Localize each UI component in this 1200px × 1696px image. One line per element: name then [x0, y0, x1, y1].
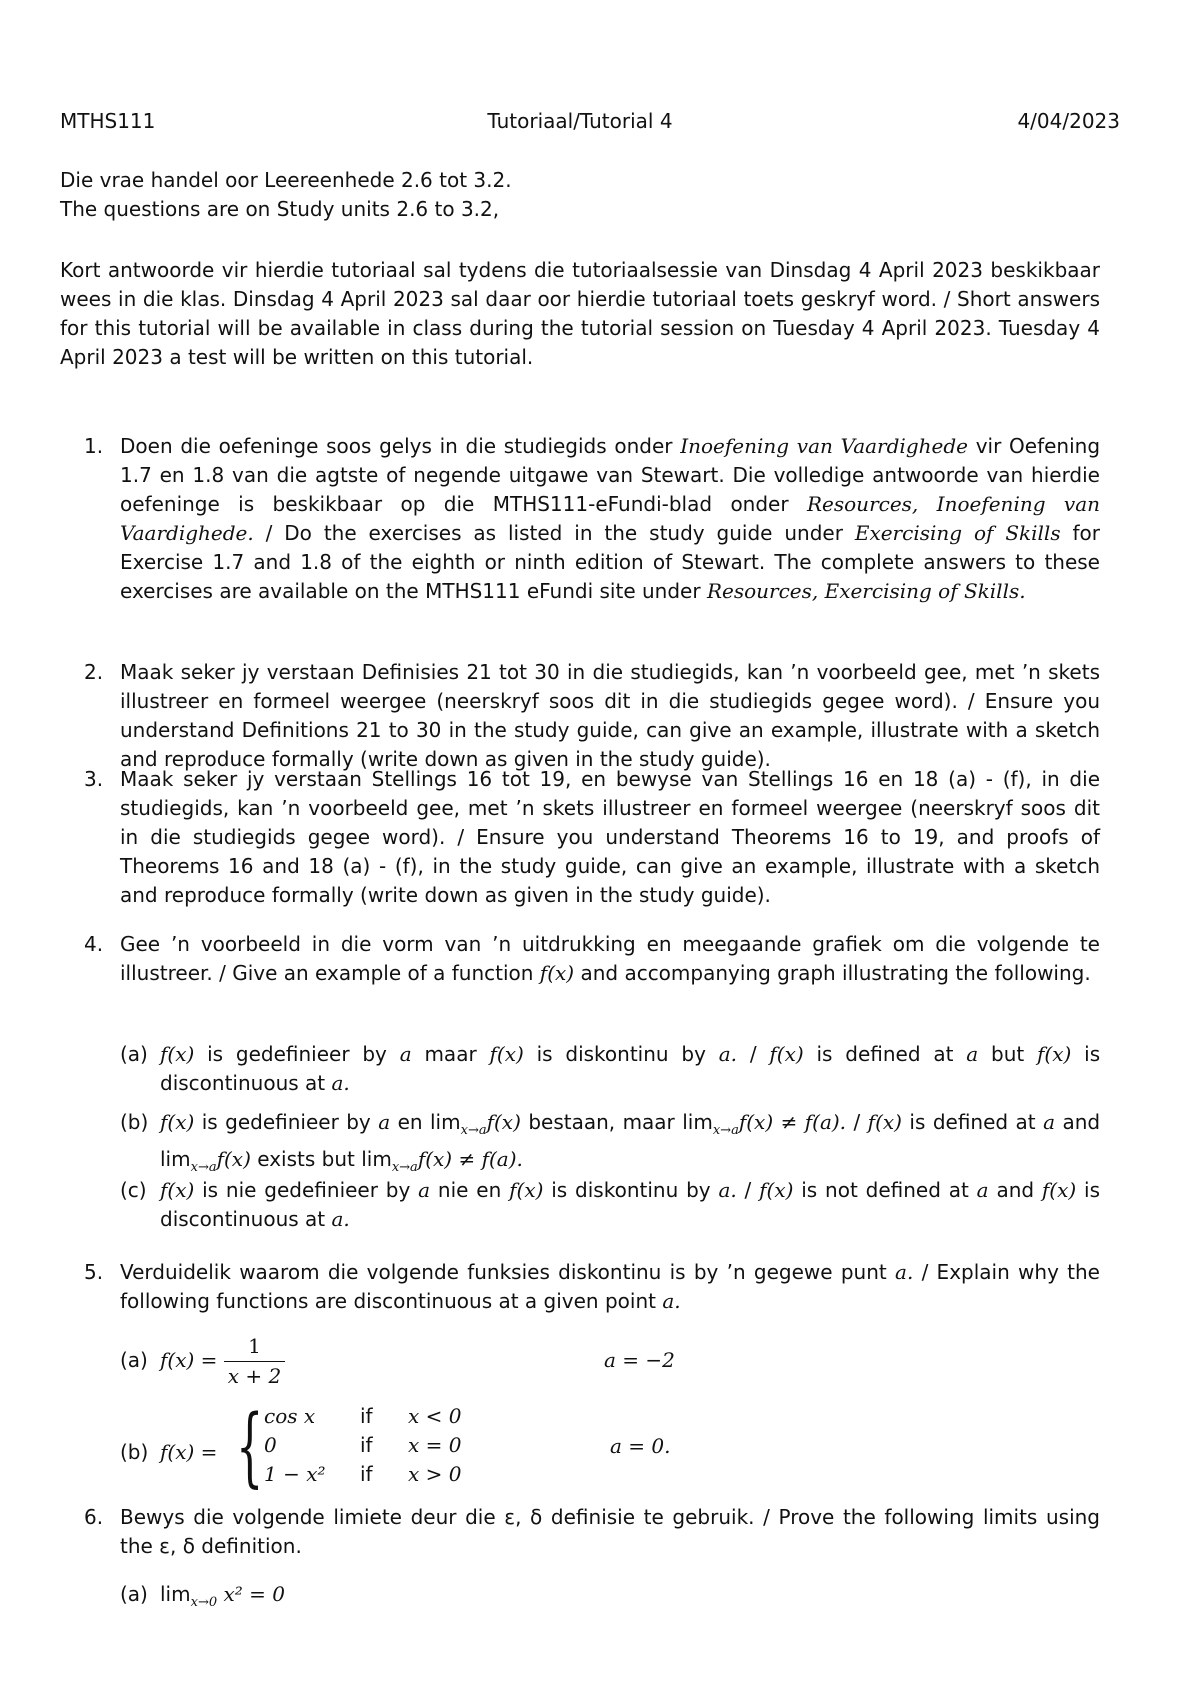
question-number: 4.	[84, 932, 104, 956]
document-date: 4/04/2023	[1017, 109, 1120, 133]
page-header	[60, 107, 1120, 137]
text-segment: Gee ’n voorbeeld in die vorm van ’n uitdrukking en meegaande grafiek om die volgende te illustreer. / Give an example of a function	[120, 932, 1100, 985]
text-segment: is defined at	[909, 1110, 1036, 1134]
text-segment: is discontinuous at	[160, 1042, 1101, 1095]
question-4	[60, 930, 1100, 988]
text-segment: is gedefinieer by	[201, 1110, 371, 1134]
lim-text: lim	[160, 1582, 191, 1606]
sub-text: f(x) is nie gedefinieer by a nie en f(x) is diskontinu by a. / f(x) is not defined at a and f(x) is discontinuous at a.	[160, 1178, 1101, 1231]
case-row	[264, 1460, 326, 1489]
question-2	[60, 658, 1100, 774]
question-number: 1.	[84, 434, 104, 458]
lim-text: lim	[361, 1147, 392, 1171]
lim-subscript: x→a	[460, 1123, 487, 1138]
math-limit	[361, 1147, 453, 1175]
emphasis: Resources, Exercising of Skills.	[706, 579, 1026, 603]
math-fx: f(x)	[216, 1147, 251, 1171]
question-text: Maak seker jy verstaan Definisies 21 tot 30 in die studiegids, kan ’n voorbeeld gee, met ’n skets illustreer en formeel weergee (neerskryf soos dit in die studiegids gegee word). / Ensure you understand Definitions 21 to 30 in the study guide, can give an example, illustrate with a sketch and reproduce formally (write down as given in the study guide).	[120, 660, 1100, 771]
math-fx: f(x)	[160, 1042, 195, 1066]
text-segment: en	[397, 1110, 423, 1134]
intro-line-afrikaans: Die vrae handel oor Leereenhede 2.6 tot 3.2.	[60, 168, 512, 192]
limit-expression: x² = 0	[223, 1582, 285, 1606]
text-segment: /	[749, 1042, 757, 1066]
question-6a	[120, 1580, 1100, 1617]
question-1	[60, 432, 1100, 606]
sub-label: (a)	[120, 1348, 148, 1372]
case-if-text: if	[360, 1433, 373, 1457]
case-if-text: if	[360, 1462, 373, 1486]
fraction	[224, 1332, 285, 1391]
text-segment: for Exercise 1.7 and 1.8 of the eighth or ninth edition of Stewart. The complete answers to these exercises are available on the MTHS111 eFundi site under	[120, 521, 1100, 603]
sub-label: (c)	[120, 1178, 147, 1202]
emphasis: Exercising of Skills	[854, 521, 1061, 545]
math-neq: ≠ f(a).	[780, 1110, 847, 1134]
math-fraction-expression	[160, 1332, 285, 1391]
math-fx: f(x)	[486, 1110, 521, 1134]
question-text: Bewys die volgende limiete deur die ε, δ definisie te gebruik. / Prove the following limits using the ε, δ definition.	[120, 1505, 1100, 1558]
case-condition: x > 0	[408, 1462, 462, 1486]
lim-text: lim	[160, 1147, 191, 1171]
math-fx: f(x)	[160, 1110, 195, 1134]
math-limit	[160, 1580, 1100, 1617]
math-lhs: f(x) =	[160, 1348, 218, 1372]
math-neq: ≠ f(a).	[458, 1147, 523, 1171]
sub-label: (b)	[120, 1440, 149, 1464]
notice-paragraph: Kort antwoorde vir hierdie tutoriaal sal tydens die tutoriaalsessie van Dinsdag 4 April 2023 beskikbaar wees in die klas. Dinsdag 4 April 2023 sal daar oor hierdie tutoriaal toets geskryf word. / Short answers for this tutorial will be available in class during the tutorial session on Tuesday 4 April 2023. Tuesday 4 April 2023 a test will be written on this tutorial.	[60, 258, 1100, 369]
text-segment: is defined at	[816, 1042, 954, 1066]
lim-subscript: x→0	[190, 1595, 218, 1610]
text-segment: bestaan, maar	[528, 1110, 675, 1134]
sub-text: f(x) is gedefinieer by a en $\lim_{x\to a}f(x)$ bestaan, maar $\lim_{x\to a}f(x) \ne f(a)$. / f(x) is defined at a and $\lim_{x\to a}f(x)$ exists but $\lim_{x\to a}f(x) \ne f(a)$.	[160, 1110, 1101, 1175]
lim-subscript: x→a	[190, 1160, 217, 1175]
case-if	[360, 1431, 373, 1460]
question-number: 3.	[84, 767, 104, 791]
question-6	[60, 1503, 1100, 1561]
text-segment: / Do the exercises as listed in the study guide under	[265, 521, 843, 545]
math-fx: f(x)	[759, 1178, 794, 1202]
text-segment: /	[744, 1178, 752, 1202]
question-5	[60, 1258, 1100, 1316]
math-fx: f(x)	[1037, 1042, 1072, 1066]
text-segment: / Explain why the following functions are discontinuous at a given point	[120, 1260, 1100, 1313]
math-fx: f(x)	[509, 1178, 544, 1202]
question-text	[120, 930, 1100, 988]
question-number: 5.	[84, 1260, 104, 1284]
point-value: a = 0.	[610, 1434, 671, 1458]
math-fx: f(x)	[867, 1110, 902, 1134]
fraction-numerator: 1	[248, 1334, 261, 1358]
intro-line-english: The questions are on Study units 2.6 to 3.2,	[60, 197, 500, 221]
case-expression: 0	[264, 1433, 277, 1457]
math-lhs: f(x) =	[160, 1440, 218, 1464]
case-if-text: if	[360, 1404, 373, 1428]
case-condition: x < 0	[408, 1404, 462, 1428]
lim-text: lim	[682, 1110, 713, 1134]
text-segment: nie en	[437, 1178, 502, 1202]
intro	[60, 166, 1100, 224]
math-limit	[160, 1147, 251, 1175]
emphasis: Inoefening van Vaardighede	[680, 434, 968, 458]
question-number: 6.	[84, 1505, 104, 1529]
question-4b	[120, 1108, 1100, 1182]
math-fx: f(x)	[489, 1042, 524, 1066]
math-limit	[682, 1110, 774, 1138]
text-segment: is nie gedefinieer by	[202, 1178, 411, 1202]
question-5a	[120, 1332, 1100, 1396]
case-row	[264, 1402, 315, 1431]
sub-label: (a)	[120, 1042, 148, 1066]
case-expression: cos x	[264, 1404, 316, 1428]
question-3	[60, 765, 1100, 910]
question-text: Maak seker jy verstaan Stellings 16 tot 19, en bewyse van Stellings 16 en 18 (a) - (f), in die studiegids, kan ’n voorbeeld gee, met ’n skets illustreer en formeel weergee (neerskryf soos dit in die studiegids gegee word). / Ensure you understand Theorems 16 to 19, and proofs of Theorems 16 and 18 (a) - (f), in the study guide, can give an example, illustrate with a sketch and reproduce formally (write down as given in the study guide).	[120, 767, 1100, 907]
emphasis: Resources, Inoefening van Vaardighede.	[120, 492, 1101, 545]
question-text	[120, 432, 1100, 606]
case-row	[264, 1431, 277, 1460]
lim-subscript: x→a	[712, 1123, 739, 1138]
text-segment: exists but	[257, 1147, 355, 1171]
sub-label: (a)	[120, 1582, 148, 1606]
text-segment: is discontinuous at	[160, 1178, 1101, 1231]
sub-label: (b)	[120, 1110, 149, 1134]
text-segment: is diskontinu by	[551, 1178, 711, 1202]
text-segment: and	[996, 1178, 1035, 1202]
document-title: Tutoriaal/Tutorial 4	[487, 109, 673, 133]
text-segment: Verduidelik waarom die volgende funksies diskontinu is by ’n gegewe punt	[120, 1260, 887, 1284]
math-limit	[430, 1110, 521, 1138]
case-condition: x = 0	[408, 1433, 462, 1457]
case-if	[360, 1460, 373, 1489]
math-fx: f(x)	[539, 961, 575, 985]
sub-text: f(x) is gedefinieer by a maar f(x) is diskontinu by a. / f(x) is defined at a but f(x) is discontinuous at a.	[160, 1042, 1101, 1095]
question-number: 2.	[84, 660, 104, 684]
text-segment: maar	[424, 1042, 477, 1066]
math-fx: f(x)	[1041, 1178, 1077, 1202]
text-segment: and accompanying graph illustrating the following.	[580, 961, 1091, 985]
question-5b	[120, 1397, 1100, 1502]
left-brace: {	[236, 1397, 264, 1497]
question-4c	[120, 1176, 1100, 1234]
lim-text: lim	[430, 1110, 461, 1134]
text-segment: vir Oefening 1.7 en 1.8 van die agtste of negende uitgawe van Stewart. Die volledige antwoorde van hierdie oefeninge is beskikbaar op die MTHS111-eFundi-blad onder	[120, 434, 1101, 516]
text-segment: Doen die oefeninge soos gelys in die studiegids onder	[120, 434, 673, 458]
fraction-denominator: x + 2	[224, 1361, 285, 1391]
case-if	[360, 1402, 373, 1431]
question-text: Verduidelik waarom die volgende funksies diskontinu is by ’n gegewe punt a. / Explain why the following functions are discontinuous at a given point a.	[120, 1260, 1100, 1313]
point-value: a = −2	[604, 1348, 675, 1372]
text-segment: /	[853, 1110, 861, 1134]
lim-subscript: x→a	[391, 1160, 418, 1175]
text-segment: is not defined at	[801, 1178, 969, 1202]
math-fx: f(x)	[417, 1147, 453, 1171]
case-expression: 1 − x²	[264, 1462, 326, 1486]
math-fx: f(x)	[160, 1178, 195, 1202]
question-4a	[120, 1040, 1100, 1098]
math-fx: f(x)	[769, 1042, 804, 1066]
text-segment: but	[991, 1042, 1025, 1066]
text-segment: is diskontinu by	[536, 1042, 706, 1066]
text-segment: and	[1062, 1110, 1101, 1134]
text-segment: is gedefinieer by	[207, 1042, 387, 1066]
math-fx: f(x)	[738, 1110, 774, 1134]
course-code: MTHS111	[60, 109, 156, 133]
